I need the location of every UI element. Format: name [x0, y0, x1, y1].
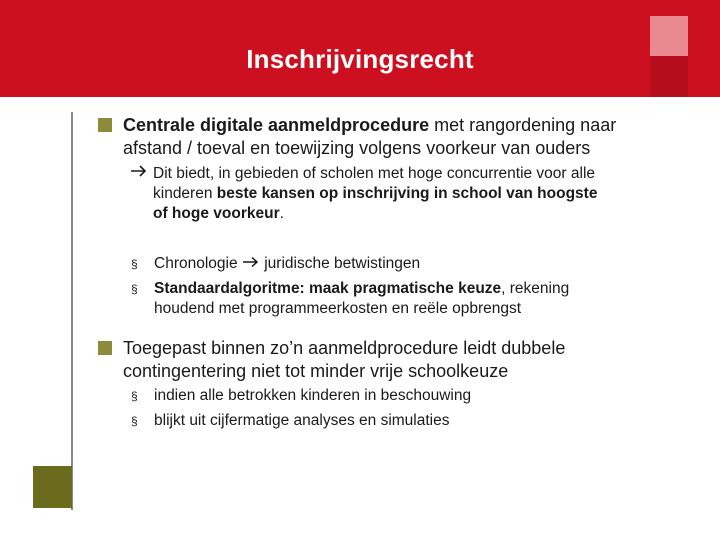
bullet-square — [98, 118, 112, 132]
list-item: blijkt uit cijfermatige analyses en simulaties — [154, 412, 450, 429]
vertical-divider — [71, 112, 73, 510]
arrow-right-icon — [242, 256, 260, 268]
bullet-1-line-2: afstand / toeval en toewijzing volgens voorkeur van ouders — [123, 138, 591, 158]
bullet-1-bold: Centrale digitale aanmeldprocedure — [123, 115, 430, 135]
deco-square-olive — [33, 466, 72, 508]
sub-line-3 — [153, 204, 284, 223]
list-item: indien alle betrokken kinderen in beschouwing — [154, 387, 472, 404]
list-item — [154, 254, 420, 274]
sub-line-2-pre: kinderen — [153, 185, 217, 202]
section-bullet: § — [131, 389, 138, 403]
bullet-2-line-1: Toegepast binnen zo’n aanmeldprocedure leidt dubbele — [123, 338, 566, 358]
bullet-1-line-1 — [123, 114, 616, 136]
sub-line-1: Dit biedt, in gebieden of scholen met hoge concurrentie voor alle — [153, 165, 596, 182]
sub-line-3-bold: of hoge voorkeur — [153, 205, 280, 222]
sub-line-2-bold: beste kansen op inschrijving in school van hoogste — [216, 185, 598, 202]
section-bullet: § — [131, 414, 138, 428]
item-bold: Standaardalgoritme: maak pragmatische keuze — [154, 280, 502, 297]
item-post: , rekening — [501, 280, 570, 297]
slide-title: Inschrijvingsrecht — [246, 44, 474, 74]
bullet-square — [98, 341, 112, 355]
list-item — [154, 279, 569, 299]
section-bullet: § — [131, 257, 138, 271]
section-bullet: § — [131, 282, 138, 296]
sub-line-2 — [153, 184, 597, 203]
bullet-2-line-2: contingentering niet tot minder vrije schoolkeuze — [123, 361, 509, 381]
arrow-right-icon — [130, 164, 148, 183]
bullet-1-text-1: met rangordening naar — [429, 115, 617, 135]
sub-line-3-post: . — [279, 205, 284, 222]
item-post: juridische betwistingen — [259, 255, 421, 272]
item-pre: Chronologie — [154, 255, 242, 272]
list-item-line-2: houdend met programmeerkosten en reële opbrengst — [154, 300, 522, 317]
